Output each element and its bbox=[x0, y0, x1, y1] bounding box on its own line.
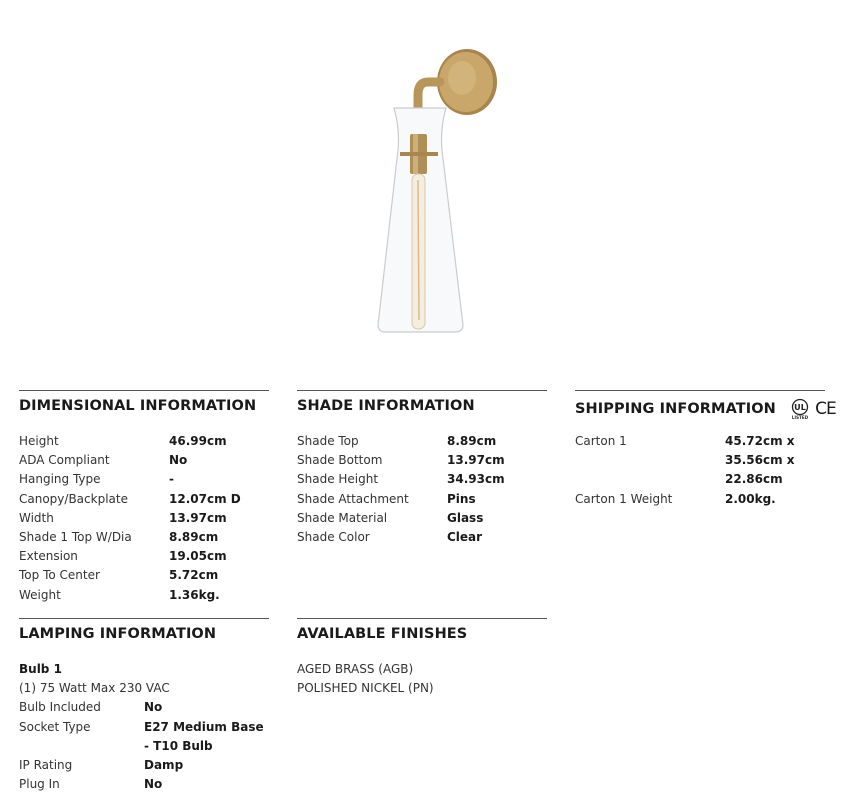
finish-item-polished-nickel: POLISHED NICKEL (PN) bbox=[297, 681, 434, 696]
dimensional-rows bbox=[19, 432, 271, 605]
product-image bbox=[370, 40, 510, 340]
spec-label: Shade 1 Top W/Dia bbox=[19, 530, 132, 545]
shade-title: SHADE INFORMATION bbox=[297, 398, 475, 414]
spec-row bbox=[19, 586, 271, 605]
spec-label: Shade Color bbox=[297, 530, 370, 545]
ul-text: UL bbox=[794, 403, 806, 412]
spec-row bbox=[19, 566, 271, 585]
spec-value: Clear bbox=[447, 530, 483, 545]
spec-value: No bbox=[144, 777, 163, 792]
spec-row bbox=[297, 528, 549, 547]
spec-label: Shade Material bbox=[297, 510, 388, 525]
spec-label: Carton 1 bbox=[575, 434, 627, 448]
lamping-rows bbox=[19, 698, 271, 794]
shipping-rows bbox=[575, 432, 857, 509]
spec-value: 13.97cm bbox=[447, 453, 505, 468]
spec-label: Width bbox=[19, 510, 54, 525]
spec-row bbox=[297, 470, 549, 489]
spec-label: Shade Top bbox=[297, 434, 359, 448]
spec-value: 45.72cm x 35.56cm x 22.86cm bbox=[725, 434, 795, 487]
spec-label: Height bbox=[19, 434, 59, 448]
dimensional-title: DIMENSIONAL INFORMATION bbox=[19, 398, 257, 414]
finishes-section bbox=[297, 618, 549, 698]
certifications bbox=[789, 398, 836, 420]
spec-row bbox=[19, 451, 271, 470]
spec-row bbox=[297, 451, 549, 470]
spec-row bbox=[575, 432, 857, 490]
spec-label: Bulb Included bbox=[19, 700, 101, 715]
ul-sub-text: LISTED bbox=[791, 415, 809, 420]
spec-value: Damp bbox=[144, 758, 184, 773]
bulb-title: Bulb 1 bbox=[19, 662, 62, 676]
spec-row bbox=[19, 432, 271, 451]
shade-rows bbox=[297, 432, 549, 547]
spec-value: 8.89cm bbox=[447, 434, 497, 448]
spec-row bbox=[297, 509, 549, 528]
spec-value: Pins bbox=[447, 491, 476, 506]
shade-section bbox=[297, 390, 549, 547]
spec-value: 19.05cm bbox=[169, 549, 227, 564]
spec-value: No bbox=[169, 453, 188, 468]
ce-mark-icon: CE bbox=[815, 399, 836, 419]
spec-value: 5.72cm bbox=[169, 568, 219, 583]
dimensional-section bbox=[19, 390, 271, 605]
ul-listed-icon bbox=[789, 398, 811, 420]
spec-label: Weight bbox=[19, 587, 61, 602]
spec-label: Extension bbox=[19, 549, 78, 564]
spec-label: Socket Type bbox=[19, 719, 91, 734]
bulb-description: (1) 75 Watt Max 230 VAC bbox=[19, 681, 170, 696]
spec-value: 34.93cm bbox=[447, 472, 505, 487]
spec-label: Carton 1 Weight bbox=[575, 491, 673, 506]
lamping-title: LAMPING INFORMATION bbox=[19, 626, 217, 642]
spec-value: 8.89cm bbox=[169, 530, 219, 545]
finish-item-aged-brass: AGED BRASS (AGB) bbox=[297, 662, 414, 676]
spec-label: Shade Attachment bbox=[297, 491, 409, 506]
spec-value: 12.07cm D bbox=[169, 491, 241, 506]
spec-value: Glass bbox=[447, 510, 484, 525]
spec-value: 1.36kg. bbox=[169, 587, 220, 602]
spec-label: Shade Bottom bbox=[297, 453, 383, 468]
lamping-section bbox=[19, 618, 271, 794]
shipping-title: SHIPPING INFORMATION bbox=[575, 401, 776, 417]
spec-row bbox=[19, 490, 271, 509]
spec-row bbox=[19, 470, 271, 489]
spec-value: 13.97cm bbox=[169, 510, 227, 525]
spec-row bbox=[19, 547, 271, 566]
spec-label: ADA Compliant bbox=[19, 453, 110, 468]
spec-value: No bbox=[144, 700, 163, 715]
spec-value: E27 Medium Base - T10 Bulb bbox=[144, 719, 264, 753]
spec-row bbox=[297, 432, 549, 451]
shipping-header bbox=[575, 391, 857, 432]
finishes-title: AVAILABLE FINISHES bbox=[297, 626, 468, 642]
spec-value: - bbox=[169, 472, 174, 487]
spec-row bbox=[19, 509, 271, 528]
spec-row bbox=[19, 528, 271, 547]
spec-row bbox=[19, 756, 271, 775]
spec-label: Shade Height bbox=[297, 472, 379, 487]
spec-row bbox=[19, 698, 271, 717]
spec-value: 2.00kg. bbox=[725, 491, 776, 506]
spec-label: Canopy/Backplate bbox=[19, 491, 128, 506]
spec-label: Top To Center bbox=[19, 568, 100, 583]
spec-row bbox=[19, 775, 271, 794]
spec-row bbox=[297, 490, 549, 509]
spec-value: 46.99cm bbox=[169, 434, 227, 448]
spec-row bbox=[19, 718, 271, 756]
spec-label: Plug In bbox=[19, 777, 60, 792]
shipping-section bbox=[575, 390, 857, 509]
spec-row bbox=[575, 490, 857, 509]
spec-label: Hanging Type bbox=[19, 472, 101, 487]
spec-label: IP Rating bbox=[19, 758, 73, 773]
